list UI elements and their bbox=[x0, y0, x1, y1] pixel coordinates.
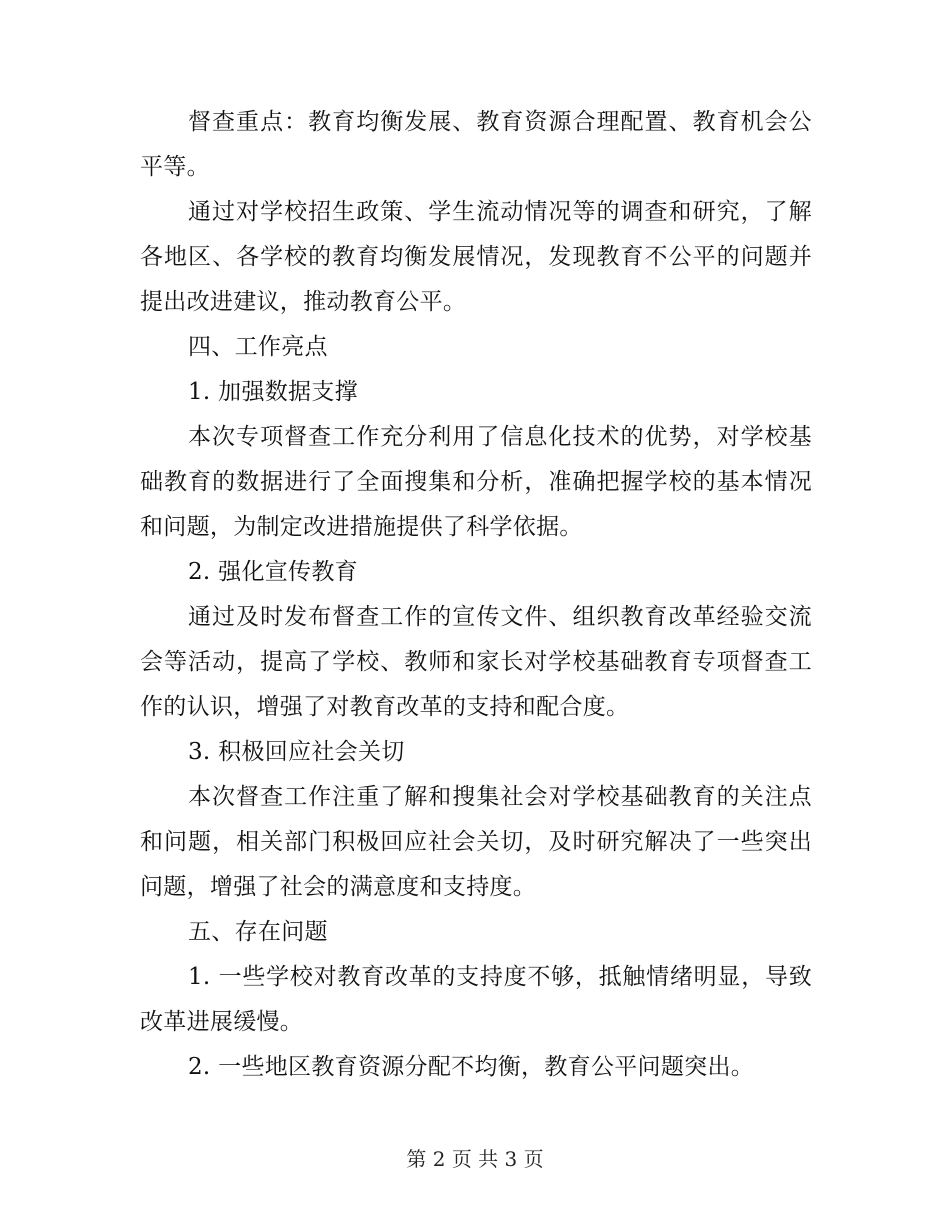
subheading-publicity-education: 2. 强化宣传教育 bbox=[188, 559, 358, 585]
paragraph-supervision-focus: 督查重点：教育均衡发展、教育资源合理配置、教育机会公平等。 bbox=[140, 109, 812, 180]
problem-item-2: 2. 一些地区教育资源分配不均衡，教育公平问题突出。 bbox=[188, 1054, 755, 1080]
paragraph-publicity-education: 通过及时发布督查工作的宣传文件、组织教育改革经验交流会等活动，提高了学校、教师和家长对学校基础教育专项督查工作的认识，增强了对教育改革的支持和配合度。 bbox=[140, 604, 812, 720]
section-heading-highlights: 四、工作亮点 bbox=[188, 334, 328, 360]
page-footer: 第 2 页 共 3 页 bbox=[406, 1147, 544, 1171]
paragraph-supervision-method: 通过对学校招生政策、学生流动情况等的调查和研究，了解各地区、各学校的教育均衡发展情况，发现教育不公平的问题并提出改进建议，推动教育公平。 bbox=[140, 199, 812, 315]
section-heading-problems: 五、存在问题 bbox=[188, 919, 328, 945]
problem-item-1: 1. 一些学校对教育改革的支持度不够，抵触情绪明显，导致改革进展缓慢。 bbox=[140, 964, 812, 1035]
paragraph-data-support: 本次专项督查工作充分利用了信息化技术的优势，对学校基础教育的数据进行了全面搜集和分析，准确把握学校的基本情况和问题，为制定改进措施提供了科学依据。 bbox=[140, 424, 812, 540]
subheading-social-concerns: 3. 积极回应社会关切 bbox=[188, 739, 405, 765]
paragraph-social-concerns: 本次督查工作注重了解和搜集社会对学校基础教育的关注点和问题，相关部门积极回应社会关切，及时研究解决了一些突出问题，增强了社会的满意度和支持度。 bbox=[140, 784, 812, 900]
subheading-data-support: 1. 加强数据支撑 bbox=[188, 379, 358, 405]
document-body bbox=[140, 100, 812, 1090]
